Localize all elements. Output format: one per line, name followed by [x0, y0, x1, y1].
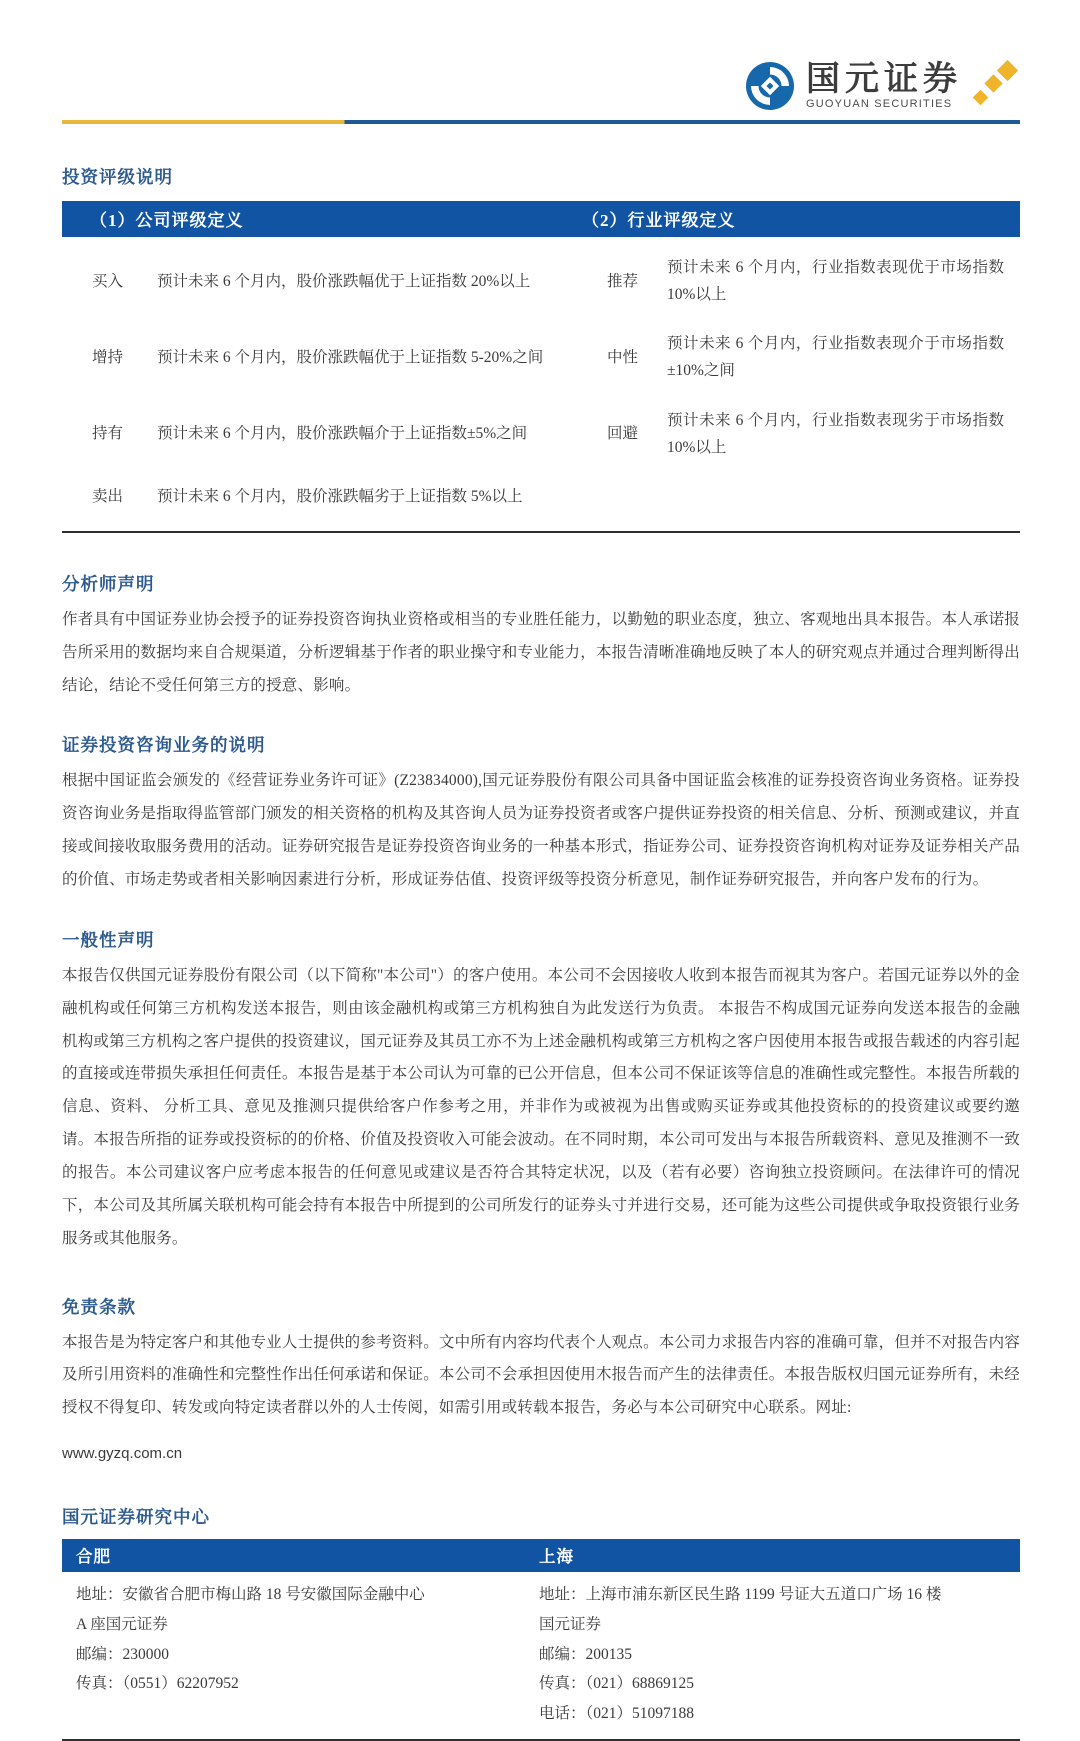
shanghai-office-info — [527, 1580, 1020, 1729]
shanghai-fax: 传真：（021）68869125 — [539, 1675, 695, 1693]
brand-logo — [744, 60, 1018, 112]
hefei-office-info — [62, 1580, 527, 1729]
office-city-hefei: 合肥 — [76, 1547, 111, 1567]
shanghai-address-line: 地址：上海市浦东新区民生路 1199 号证大五道口广场 16 楼 — [539, 1586, 942, 1604]
rating-section-title: 投资评级说明 — [62, 167, 173, 187]
hefei-address-line: 地址：安徽省合肥市梅山路 18 号安徽国际金融中心 — [76, 1586, 425, 1604]
general-statement-body: 本报告仅供国元证券股份有限公司（以下简称"本公司"）的客户使用。本公司不会因接收人收到本报告而视其为客户。若国元证券以外的金融机构或任何第三方机构发送本报告，则由该金融机构或第三方机构独自为此发送行为负责。 本报告不构成国元证券向发送本报告的金融机构或第三方机构之客户提供的投资建议，国元证券及其员工亦不为上述金融机构或第三方机构之客户因使用本报告或报告载述的内容引起的直接或连带损失承担任何责任。本报告是基于本公司认为可靠的已公开信息，但本公司不保证该等信息的准确性或完整性。本报告所载的信息、资料、 分析工具、意见及推测只提供给客户作参考之用，并非作为或被视为出售或购买证券或其他投资标的的投资建议或要约邀请。本报告所指的证券或投资标的的价格、价值及投资收入可能会波动。在不同时期，本公司可发出与本报告所载资料、意见及推测不一致的报告。本公司建议客户应考虑本报告的任何意见或建议是否符合其特定状况，以及（若有必要）咨询独立投资顾问。在法律许可的情况下，本公司及其所属关联机构可能会持有本报告中所提到的公司所发行的证券头寸并进行交易，还可能为这些公司提供或争取投资银行业务服务或其他服务。 — [62, 966, 1020, 1247]
company-website-link[interactable]: www.gyzq.com.cn — [62, 1445, 183, 1463]
analyst-statement-title: 分析师声明 — [62, 573, 155, 594]
header-divider-rule — [62, 120, 1020, 124]
hefei-postcode: 邮编：230000 — [76, 1645, 170, 1663]
shanghai-phone: 电话：（021）51097188 — [539, 1705, 695, 1723]
disclaimer-title: 免责条款 — [62, 1296, 136, 1317]
research-center-table-body — [62, 1572, 1020, 1729]
analyst-statement-body: 作者具有中国证券业协会授予的证券投资咨询执业资格或相当的专业胜任能力，以勤勉的职业态度，独立、客观地出具本报告。本人承诺报告所采用的数据均来自合规渠道，分析逻辑基于作者的职业操守和专业能力，本报告清晰准确地反映了本人的研究观点并通过合理判断得出结论，结论不受任何第三方的授意、影响。 — [62, 610, 1020, 694]
gold-diamonds-icon — [974, 62, 1018, 110]
shanghai-address-line: 国元证券 — [539, 1615, 602, 1633]
company-rating-label: 持有 — [92, 425, 124, 443]
brand-name-en: GUOYUAN SECURITIES — [806, 98, 953, 110]
company-rating-definition: 预计未来 6 个月内，股价涨跌幅劣于上证指数 5%以上 — [157, 487, 523, 505]
research-center-table-header — [62, 1539, 1020, 1572]
guoyuan-circle-icon — [744, 60, 796, 112]
industry-rating-label: 中性 — [607, 348, 639, 366]
company-rating-label: 买入 — [92, 272, 124, 290]
research-center-title: 国元证券研究中心 — [62, 1507, 210, 1528]
rating-table-body — [62, 237, 1020, 531]
industry-rating-definition: 预计未来 6 个月内，行业指数表现优于市场指数 10%以上 — [667, 259, 1004, 304]
company-rating-definition: 预计未来 6 个月内，股价涨跌幅优于上证指数 5-20%之间 — [157, 348, 544, 366]
empty-cell — [582, 472, 667, 521]
brand-name-cn: 国元证券 — [806, 60, 962, 98]
consulting-business-body: 根据中国证监会颁发的《经营证券业务许可证》(Z23834000),国元证券股份有限公司具备中国证监会核准的证券投资咨询业务资格。证券投资咨询业务是指取得监管部门颁发的相关资格的机构及其咨询人员为证券投资者或客户提供证券投资的相关信息、分析、预测或建议，并直接或间接收取服务费用的活动。证券研究报告是证券投资咨询业务的一种基本形式，指证券公司、证券投资咨询机构对证券及证券相关产品的价值、市场走势或者相关影响因素进行分析，形成证券估值、投资评级等投资分析意见，制作证券研究报告，并向客户发布的行为。 — [62, 772, 1020, 889]
rating-table — [62, 201, 1020, 533]
industry-rating-definition: 预计未来 6 个月内，行业指数表现介于市场指数±10%之间 — [667, 335, 1004, 380]
page-content — [0, 164, 1080, 1741]
shanghai-postcode: 邮编：200135 — [539, 1645, 633, 1663]
office-city-shanghai: 上海 — [539, 1547, 574, 1567]
industry-rating-header: （2）行业评级定义 — [582, 211, 736, 230]
company-rating-definition: 预计未来 6 个月内，股价涨跌幅介于上证指数±5%之间 — [157, 425, 528, 443]
brand-name-block — [806, 62, 962, 110]
empty-cell — [667, 472, 1020, 521]
company-rating-definition: 预计未来 6 个月内，股价涨跌幅优于上证指数 20%以上 — [157, 272, 531, 290]
disclaimer-body: 本报告是为特定客户和其他专业人士提供的参考资料。文中所有内容均代表个人观点。本公司力求报告内容的准确可靠，但并不对报告内容及所引用资料的准确性和完整性作出任何承诺和保证。本公司不会承担因使用木报告而产生的法律责任。本报告版权归国元证券所有，未经授权不得复印、转发或向特定读者群以外的人士传阅，如需引用或转载本报告，务必与本公司研究中心联系。网址: — [62, 1333, 1020, 1417]
rating-table-header — [62, 201, 1020, 237]
company-rating-label: 增持 — [92, 348, 124, 366]
hefei-address-line: A 座国元证券 — [76, 1615, 168, 1633]
company-rating-header: （1）公司评级定义 — [90, 211, 244, 230]
general-statement-title: 一般性声明 — [62, 929, 155, 950]
research-center-table — [62, 1539, 1020, 1741]
industry-rating-definition: 预计未来 6 个月内，行业指数表现劣于市场指数 10%以上 — [667, 411, 1004, 456]
hefei-fax: 传真：（0551）62207952 — [76, 1675, 239, 1693]
consulting-business-title: 证券投资咨询业务的说明 — [62, 735, 266, 756]
industry-rating-label: 回避 — [607, 425, 639, 443]
industry-rating-label: 推荐 — [607, 272, 639, 290]
page-header — [0, 0, 1080, 122]
company-rating-label: 卖出 — [92, 487, 124, 505]
